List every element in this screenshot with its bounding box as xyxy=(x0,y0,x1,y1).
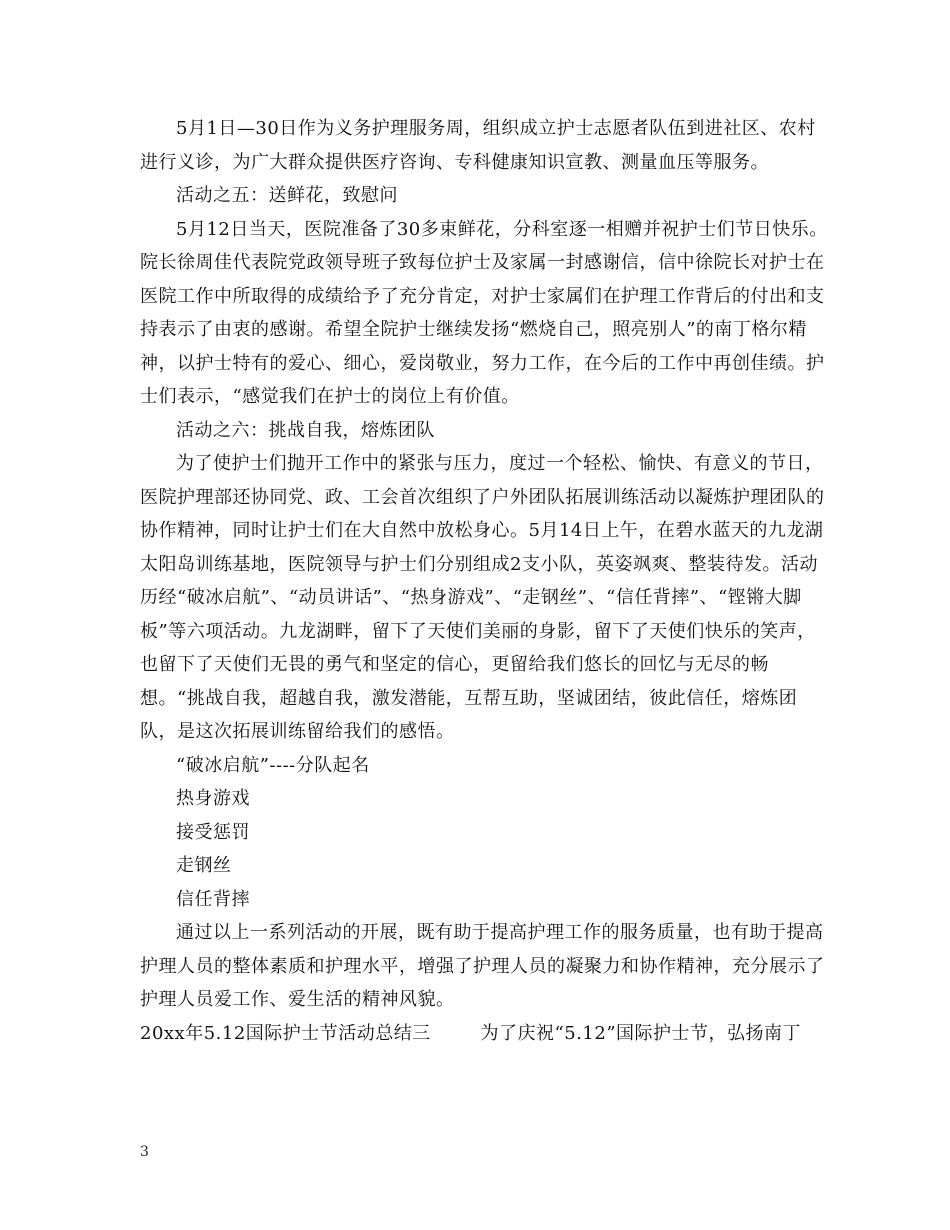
section-heading: 活动之五：送鲜花，致慰问 xyxy=(176,185,398,206)
paragraph: 5月1日—30日作为义务护理服务周，组织成立护士志愿者队伍到进社区、农村进行义诊，为广大群众提供医疗咨询、专科健康知识宣教、测量血压等服务。 xyxy=(140,118,816,173)
page-number: 3 xyxy=(140,1144,149,1160)
list-item: “破冰启航”----分队起名 xyxy=(176,754,370,776)
paragraph: 为了使护士们抛开工作中的紧张与压力，度过一个轻松、愉快、有意义的节日，医院护理部还协同党、政、工会首次组织了户外团队拓展训练活动以凝炼护理团队的协作精神，同时让护士们在大自然中放松身心。5月14日上午，在碧水蓝天的九龙湖太阳岛训练基地，医院领导与护士们分别组成2支小队，英姿飒爽、整装待发。活动历经“破冰启航”、“动员讲话”、“热身游戏”、“走钢丝”、“信任背摔”、“铿锵大脚板”等六项活动。九龙湖畔，留下了天使们美丽的身影，留下了天使们快乐的笑声，也留下了天使们无畏的勇气和坚定的信心，更留给我们悠长的回忆与无尽的畅想。“挑战自我，超越自我，激发潜能，互帮互助，坚诚团结，彼此信任，熔炼团队，是这次拓展训练留给我们的感悟。 xyxy=(140,453,825,742)
summary-heading-line: 20xx年5.12国际护士节活动总结三 为了庆祝“5.12”国际护士节，弘扬南丁 xyxy=(140,1022,802,1044)
list-item: 信任背摔 xyxy=(176,888,250,910)
paragraph: 通过以上一系列活动的开展，既有助于提高护理工作的服务质量，也有助于提高护理人员的整体素质和护理水平，增强了护理人员的凝聚力和协作精神，充分展示了护理人员爱工作、爱生活的精神风貌。 xyxy=(140,922,825,1010)
section-heading: 活动之六：挑战自我，熔炼团队 xyxy=(176,419,435,441)
list-item: 接受惩罚 xyxy=(176,821,250,843)
list-item: 热身游戏 xyxy=(176,788,250,809)
list-item: 走钢丝 xyxy=(176,855,232,876)
paragraph: 5月12日当天，医院准备了30多束鲜花，分科室逐一相赠并祝护士们节日快乐。院长徐周佳代表院党政领导班子致每位护士及家属一封感谢信，信中徐院长对护士在医院工作中所取得的成绩给予了充分肯定，对护士家属们在护理工作背后的付出和支持表示了由衷的感谢。希望全院护士继续发扬“燃烧自己，照亮别人”的南丁格尔精神，以护士特有的爱心、细心，爱岗敬业，努力工作，在今后的工作中再创佳绩。护士们表示，“感觉我们在护士的岗位上有价值。 xyxy=(140,218,828,407)
document-body xyxy=(140,112,830,1050)
